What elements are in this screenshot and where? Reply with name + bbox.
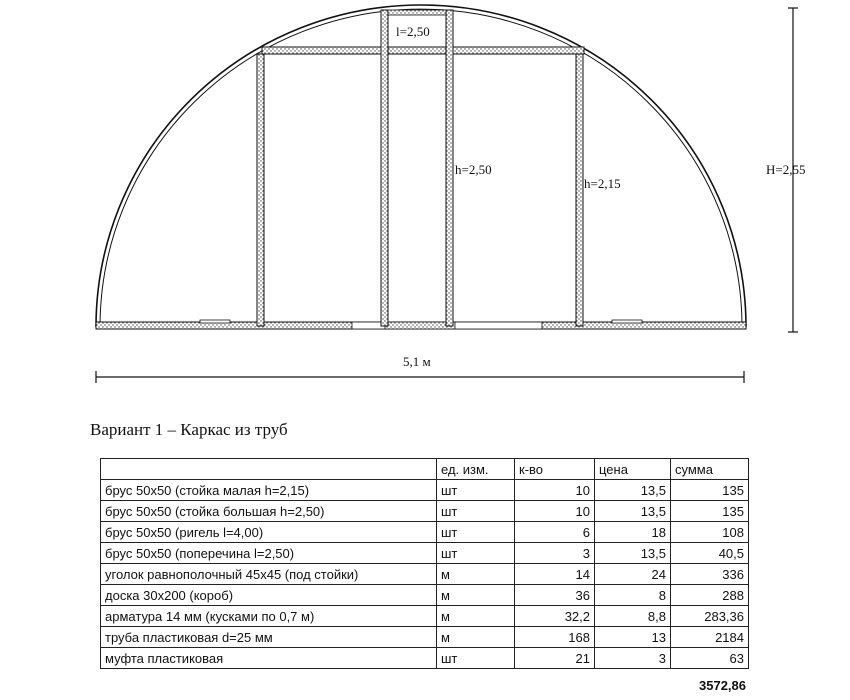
cell-unit: шт	[437, 543, 515, 564]
post-center-left	[381, 10, 388, 326]
base-plate-left	[200, 320, 230, 323]
cell-sum: 2184	[671, 627, 749, 648]
variant-caption: Вариант 1 – Каркас из труб	[90, 420, 288, 439]
width-label: 5,1 м	[403, 354, 431, 369]
cell-price: 13,5	[595, 480, 671, 501]
table-row	[101, 648, 749, 669]
cell-unit: шт	[437, 522, 515, 543]
cell-unit: шт	[437, 648, 515, 669]
table-row	[101, 522, 749, 543]
table-row	[101, 564, 749, 585]
cell-sum: 288	[671, 585, 749, 606]
table-header-row	[101, 459, 749, 480]
cell-price: 13,5	[595, 543, 671, 564]
post-short-label: h=2,15	[584, 176, 621, 191]
cell-sum: 283,36	[671, 606, 749, 627]
grand-total: 3572,86	[699, 678, 746, 693]
cell-price: 24	[595, 564, 671, 585]
cell-quantity: 10	[515, 501, 595, 522]
cell-unit: шт	[437, 480, 515, 501]
top-beam	[262, 47, 584, 54]
cell-quantity: 32,2	[515, 606, 595, 627]
door-threshold	[385, 322, 455, 329]
arch-frame-inner	[100, 9, 742, 327]
table-body	[101, 480, 749, 669]
cell-unit: м	[437, 606, 515, 627]
header-price: цена	[595, 459, 671, 480]
cell-name: муфта пластиковая	[101, 648, 437, 669]
cell-price: 13,5	[595, 501, 671, 522]
cell-unit: шт	[437, 501, 515, 522]
cell-sum: 108	[671, 522, 749, 543]
cell-sum: 135	[671, 501, 749, 522]
cell-quantity: 6	[515, 522, 595, 543]
cell-name: труба пластиковая d=25 мм	[101, 627, 437, 648]
cell-quantity: 14	[515, 564, 595, 585]
cell-price: 13	[595, 627, 671, 648]
cell-price: 8	[595, 585, 671, 606]
cell-name: доска 30x200 (короб)	[101, 585, 437, 606]
header-sum: сумма	[671, 459, 749, 480]
table-row	[101, 606, 749, 627]
cell-sum: 336	[671, 564, 749, 585]
table-row	[101, 585, 749, 606]
post-left	[257, 54, 264, 326]
cell-quantity: 168	[515, 627, 595, 648]
cell-sum: 63	[671, 648, 749, 669]
height-label: H=2,55	[766, 162, 806, 177]
cell-price: 3	[595, 648, 671, 669]
cell-quantity: 36	[515, 585, 595, 606]
base-plate-right	[612, 320, 642, 323]
cell-price: 18	[595, 522, 671, 543]
post-tall-label: h=2,50	[455, 162, 492, 177]
table-row	[101, 627, 749, 648]
header-quantity: к-во	[515, 459, 595, 480]
post-center-right	[446, 10, 453, 326]
materials-table	[100, 458, 749, 669]
crossbar	[388, 10, 446, 15]
cell-name: брус 50x50 (стойка большая h=2,50)	[101, 501, 437, 522]
cell-quantity: 3	[515, 543, 595, 564]
cell-unit: м	[437, 585, 515, 606]
cell-unit: м	[437, 564, 515, 585]
cell-name: брус 50x50 (стойка малая h=2,15)	[101, 480, 437, 501]
table-row	[101, 501, 749, 522]
cell-name: брус 50x50 (ригель l=4,00)	[101, 522, 437, 543]
table-row	[101, 480, 749, 501]
cell-name: уголок равнополочный 45x45 (под стойки)	[101, 564, 437, 585]
cell-name: арматура 14 мм (кусками по 0,7 м)	[101, 606, 437, 627]
header-unit: ед. изм.	[437, 459, 515, 480]
header-name	[101, 459, 437, 480]
crossbar-label: l=2,50	[396, 24, 430, 39]
table-row	[101, 543, 749, 564]
cell-name: брус 50x50 (поперечина l=2,50)	[101, 543, 437, 564]
cell-quantity: 10	[515, 480, 595, 501]
cell-quantity: 21	[515, 648, 595, 669]
cell-unit: м	[437, 627, 515, 648]
cell-sum: 40,5	[671, 543, 749, 564]
cell-sum: 135	[671, 480, 749, 501]
post-right	[576, 54, 583, 326]
cell-price: 8,8	[595, 606, 671, 627]
